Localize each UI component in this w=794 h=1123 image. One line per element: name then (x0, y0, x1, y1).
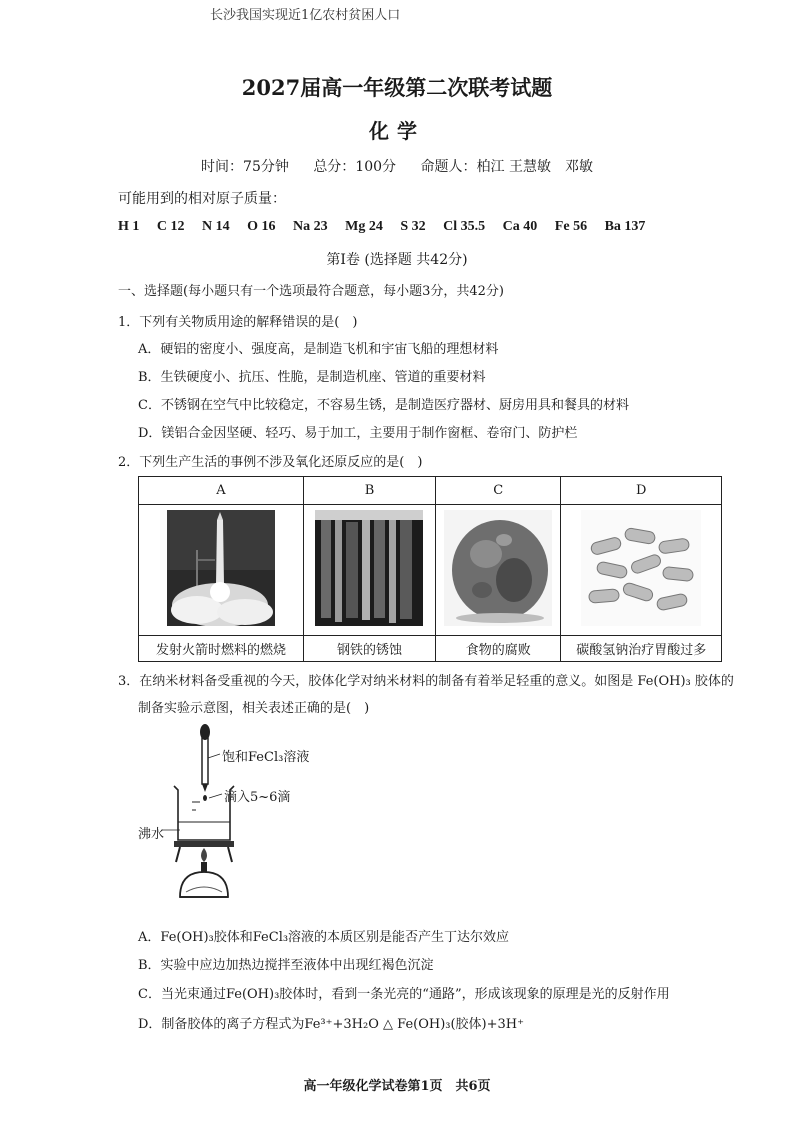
question-1-option-c: C．不锈钢在空气中比较稳定，不容易生锈，是制造医疗器材、厨房用具和餐具的材料 (138, 398, 629, 413)
exam-meta (0, 156, 794, 176)
atomic-mass-item: Ba 137 (604, 219, 646, 234)
question-2-table (138, 476, 722, 662)
atomic-mass-item: Ca 40 (502, 219, 538, 234)
question-1-stem: 1．下列有关物质用途的解释错误的是( ) (118, 315, 358, 330)
question-2-stem: 2．下列生产生活的事例不涉及氧化还原反应的是( ) (118, 455, 423, 470)
question-3-option-c: C．当光束通过Fe(OH)₃胶体时，看到一条光亮的“通路”，形成该现象的原理是光的反射作用 (138, 987, 670, 1002)
question-3-option-d: D．制备胶体的离子方程式为Fe³⁺+3H₂O △ Fe(OH)₃(胶体)+3H⁺ (138, 1017, 524, 1032)
atomic-mass-list (118, 219, 659, 235)
question-3-stem-line-1: 3．在纳米材料备受重视的今天，胶体化学对纳米材料的制备有着举足轻重的意义。如图是 Fe(OH)₃ 胶体的 (118, 674, 734, 689)
choice-header-c: C (436, 477, 561, 505)
question-1-option-d: D．镁铝合金因坚硬、轻巧、易于加工，主要用于制作窗框、卷帘门、防护栏 (138, 426, 578, 441)
atomic-mass-item: C 12 (156, 219, 185, 234)
atomic-mass-item: H 1 (118, 219, 140, 234)
choice-header-a: A (139, 477, 304, 505)
top-cropped-text: 长沙我国实现近1亿农村贫困人口 (210, 8, 401, 23)
part-heading: 一、选择题(每小题只有一个选项最符合题意，每小题3分，共42分) (118, 284, 504, 299)
atomic-mass-item: Cl 35.5 (443, 219, 486, 234)
page-footer: 高一年级化学试卷第1页 共6页 (303, 1079, 491, 1094)
atomic-mass-item: Mg 24 (345, 219, 383, 234)
question-3-option-b: B．实验中应边加热边搅拌至液体中出现红褐色沉淀 (138, 958, 434, 973)
label-saturated-solution: 饱和FeCl₃溶液 (222, 750, 310, 765)
rusted-steel-photo (315, 510, 423, 626)
exam-title: 2027届高一年级第二次联考试题 (241, 75, 553, 100)
atomic-mass-label: 可能用到的相对原子质量： (118, 191, 286, 207)
tablets-photo (581, 510, 701, 626)
question-1-option-b: B．生铁硬度小、抗压、性脆，是制造机座、管道的重要材料 (138, 370, 486, 385)
question-3-stem-line-2: 制备实验示意图，相关表述正确的是( ) (138, 701, 370, 716)
choice-caption-c: 食物的腐败 (436, 636, 561, 662)
label-drops: 滴入5~6滴 (224, 790, 291, 805)
exam-time: 时间：75分钟 (201, 159, 289, 175)
exam-authors: 命题人：柏江 王慧敏 邓敏 (420, 159, 593, 175)
atomic-mass-item: S 32 (400, 219, 426, 234)
atomic-mass-item: Fe 56 (554, 219, 588, 234)
choice-image-d (561, 505, 722, 636)
atomic-mass-item: N 14 (202, 219, 230, 234)
choice-caption-b: 钢铁的锈蚀 (303, 636, 435, 662)
section-heading: 第Ⅰ卷 (选择题 共42分) (326, 252, 468, 268)
choice-image-c (436, 505, 561, 636)
subject-title: 化学 (369, 119, 425, 143)
question-1-option-a: A．硬铝的密度小、强度高，是制造飞机和宇宙飞船的理想材料 (138, 342, 499, 357)
choice-image-b (303, 505, 435, 636)
label-boiling-water: 沸水 (138, 827, 165, 842)
atomic-mass-item: Na 23 (293, 219, 328, 234)
choice-header-d: D (561, 477, 722, 505)
rotten-fruit-photo (444, 510, 552, 626)
choice-image-a (139, 505, 304, 636)
choice-caption-d: 碳酸氢钠治疗胃酸过多 (561, 636, 722, 662)
question-3-option-a: A．Fe(OH)₃胶体和FeCl₃溶液的本质区别是能否产生丁达尔效应 (138, 930, 510, 945)
exam-score: 总分：100分 (313, 159, 397, 175)
rocket-launch-photo (167, 510, 275, 626)
choice-header-b: B (303, 477, 435, 505)
atomic-mass-item: O 16 (247, 219, 276, 234)
choice-caption-a: 发射火箭时燃料的燃烧 (139, 636, 304, 662)
